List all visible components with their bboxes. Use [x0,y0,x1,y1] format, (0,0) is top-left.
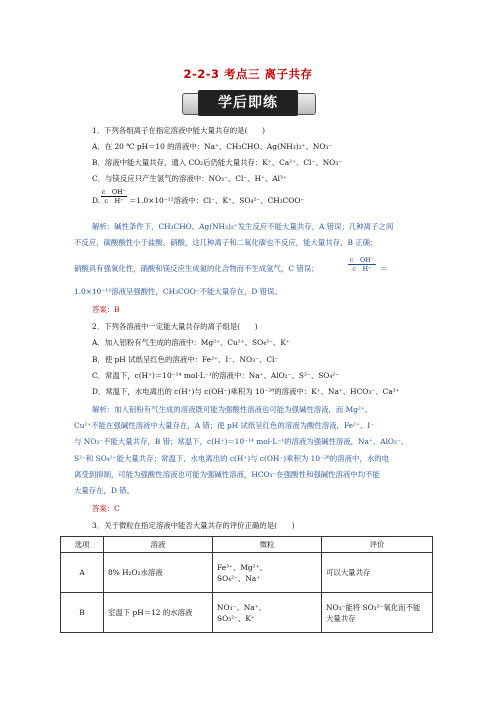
banner-label: 学后即练 [198,90,298,116]
q2-option-a: A．加入铝粉有气生成的溶液中：Mg²⁺、Cu²⁺、SO₄²⁻、K⁺ [92,338,290,347]
q1-explanation-line-1: 解析：碱性条件下，CH₃CHO、Ag(NH₃)₂⁺发生反应不能大量共存，A 错误；几种离子之间 [92,222,394,231]
evaluation-line: 可以大量共存 [326,568,371,577]
q1-answer: 答案：B [92,305,120,314]
section-banner [182,90,314,116]
particles-cell [213,593,322,633]
q2-option-b: B．使 pH 试纸呈红色的溶液中：Fe²⁺、I⁻、NO₃⁻、Cl⁻ [92,355,279,364]
fraction-numerator: c OH⁻ [101,188,127,196]
q1-explanation-line-2: 不反应，碳酸酸性小于盐酸、硝酸，这几种离子和二氧化碳也不反应，能大量共存，B 正确； [74,238,378,247]
option-cell: B [61,593,104,633]
table-row [61,553,433,593]
table-header-cell: 评价 [322,537,433,553]
particles-line: NO₃⁻、Na⁺、 [217,602,266,612]
option-cell: A [61,553,104,593]
q1-option-d-condition: ＝1.0×10⁻¹²溶液中：Cl⁻、K⁺、SO₄²⁻、CH₃COO⁻ [129,196,305,205]
evaluation-line: NO₃⁻能将 SO₃²⁻氧化而不能 [326,602,421,612]
q3-stem: 3．关于微粒在指定溶液中能否大量共存的评价正确的是( ) [92,521,295,530]
fraction-denominator: c H⁺ [348,264,376,273]
q2-explanation-line-4: S²⁻和 SO₄²⁻能大量共存；常温下，水电离出的 c(H⁺)与 c(OH⁻)乘积为 10⁻²⁸的溶液中，水的电 [74,454,390,463]
q1-explanation-fraction [348,256,376,273]
q1-option-a: A．在 20 ℃ pH＝10 的溶液中：Na⁺、CH₃CHO、Ag(NH₃)₂⁺、NO₃⁻ [92,142,333,151]
q1-option-c: C．与镁反应只产生氢气的溶液中：NO₃⁻、Cl⁻、H⁺、Al³⁺ [92,174,287,183]
q2-option-c: C．常温下，c(H⁺)＝10⁻¹⁴ mol·L⁻¹的溶液中：Na⁺、AlO₂⁻、S²⁻、SO₄²⁻ [92,371,340,380]
q2-explanation-line-6: 大量存在，D 错。 [74,486,135,495]
evaluation-cell [322,553,433,593]
table-row [61,593,433,633]
evaluation-line: 大量共存 [326,613,356,623]
evaluation-table [60,536,433,633]
q2-answer: 答案：C [92,504,120,513]
table-header-cell: 选项 [61,537,104,553]
solution-cell: 8% H₂O₂水溶液 [104,553,213,593]
solution-cell: 室温下 pH＝12 的水溶液 [104,593,213,633]
q1-option-b: B．溶液中能大量共存，通入 CO₂后仍能大量共存：K⁺、Ca²⁺、Cl⁻、NO₃⁻ [92,158,343,167]
q2-explanation-line-3: 与 NO₃⁻不能大量共存，B 错；常温下，c(H⁺)＝10⁻¹⁴ mol·L⁻¹的溶液为强碱性溶液，Na⁺、AlO₂⁻、 [74,437,409,446]
particles-line: Fe³⁺、Mg²⁺、 [217,562,267,572]
q1-explanation-line-3: 硝酸具有强氧化性，硝酸和镁反应生成氮的化合物而不生成氢气，C 错误； [74,264,319,273]
q1-explanation-line-4: 1.0×10⁻¹²溶液呈强酸性，CH₃COO⁻不能大量存在，D 错误。 [74,287,282,296]
fraction-denominator: c H⁺ [101,196,127,205]
q1-stem: 1．下列各组离子在指定溶液中能大量共存的是( ) [92,126,266,135]
fraction-numerator: c OH⁻ [349,256,375,264]
particles-cell [213,553,322,593]
q2-stem: 2．下列各溶液中一定能大量共存的离子组是( ) [92,322,258,331]
q2-explanation-line-1: 解析：加入铝粉有气生成的溶液既可能为强酸性溶液也可能为强碱性溶液，而 Mg²⁺、 [92,405,373,414]
evaluation-cell [322,593,433,633]
q2-explanation-line-2: Cu²⁺不能在强碱性溶液中大量存在，A 错；使 pH 试纸呈红色的溶液为酸性溶液，Fe²⁺、I⁻ [74,421,375,430]
table-header-row [61,537,433,553]
particles-line: SO₃²⁻、K⁺ [217,613,255,623]
q2-option-d: D．常温下，水电离出的 c(H⁺)与 c(OH⁻)乘积为 10⁻²⁸的溶液中：K⁺、Na⁺、HCO₃⁻、Ca²⁺ [92,387,400,396]
q1-explanation-equals: ＝ [380,264,388,273]
q2-explanation-line-5: 离受到抑制，可能为强酸性溶液也可能为强碱性溶液，HCO₃⁻在强酸性和强碱性溶液中均不能 [74,470,380,479]
table-header-cell: 微粒 [213,537,322,553]
page-title: 2-2-3 考点三 离子共存 [183,67,313,81]
table-header-cell: 溶液 [104,537,213,553]
q1-option-d-fraction [101,188,127,205]
q1-option-d-prefix: D. [92,196,101,205]
particles-line: SO₄²⁻、Na⁺ [217,573,261,583]
